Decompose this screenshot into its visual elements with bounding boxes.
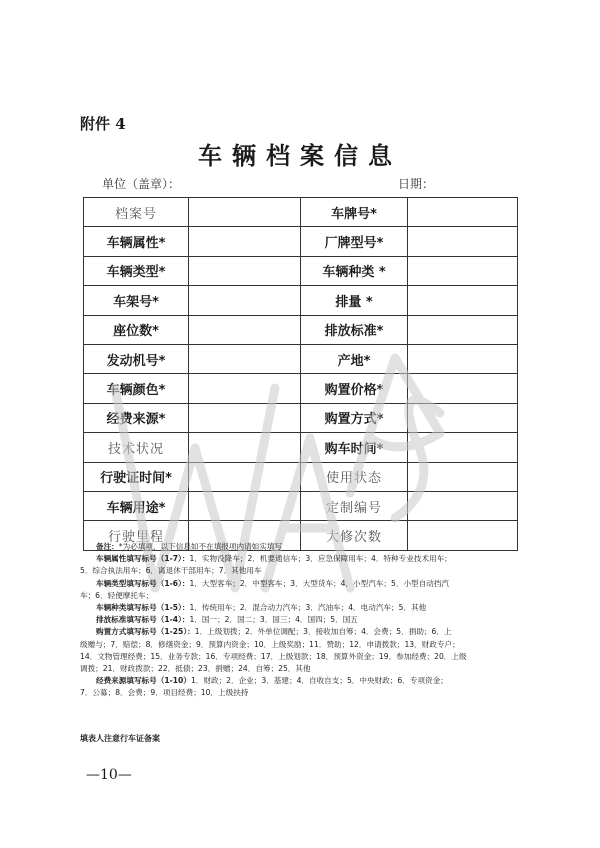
note-text: 1．传统用车；2．混合动力汽车；3．汽油车；4．电动汽车；5．其他 [189,603,427,613]
table-row [84,315,518,344]
note-line [80,578,520,590]
note-line [80,687,520,699]
field-value-cell[interactable] [189,344,301,373]
field-label: 排量 * [301,286,408,315]
field-label: 产地* [301,344,408,373]
table-row [84,374,518,403]
field-value-cell[interactable] [189,286,301,315]
field-label: 车辆用途* [84,491,189,520]
field-label: 行驶里程 [84,521,189,550]
field-label: 座位数* [84,315,189,344]
field-label: 车架号* [84,286,189,315]
note-heading: 备注： [96,542,119,551]
note-text: 1．国一；2．国二；3．国三；4．国四；5．国五 [189,615,358,625]
table-row [84,462,518,491]
note-line [80,590,520,602]
field-value-cell[interactable] [189,374,301,403]
field-value-cell[interactable] [408,286,518,315]
note-text: 1．上级划拨；2．外单位调配；3．接收加自筹；4．会费；5．捐助；6．上 [194,627,452,637]
note-text: 调拨；21．财政拨款；22．抵债；23．捐赠；24．自筹；25．其他 [80,664,311,674]
table-row [84,198,518,227]
note-line [80,675,520,687]
note-text: 7．公募；8．会费；9．项目经费；10．上级扶持 [80,688,249,698]
field-value-cell[interactable] [408,227,518,256]
table-row [84,256,518,285]
field-label: 车辆种类 * [301,256,408,285]
field-label: 车辆属性* [84,227,189,256]
note-heading: 车辆属性填写标号（1-7）： [96,554,190,564]
note-text: 级赠与；7．赔偿；8．修缮资金；9．预算内资金；10．上级奖励；11．赞助；12．申请拨款；13．财政专户； [80,639,460,649]
note-line [80,626,520,638]
note-line [80,639,520,651]
field-value-cell[interactable] [189,256,301,285]
table-row [84,491,518,520]
table-row [84,344,518,373]
date-label: 日期： [398,177,435,191]
note-heading: 排放标准填写标号（1-4）： [96,615,190,625]
field-value-cell[interactable] [189,198,301,227]
field-value-cell[interactable] [408,374,518,403]
field-value-cell[interactable] [408,403,518,432]
field-label: 定制编号 [301,491,408,520]
field-label: 购车时间* [301,433,408,462]
field-label: 档案号 [84,198,189,227]
field-value-cell[interactable] [189,462,301,491]
note-line [80,565,520,577]
field-value-cell[interactable] [408,462,518,491]
field-value-cell[interactable] [189,227,301,256]
note-text: 5．综合执法用车；6．离退休干部用车；7．其他用车 [80,566,262,576]
field-label: 行驶证时间* [84,462,189,491]
note-heading: 车辆种类填写标号（1-5）： [96,603,190,613]
field-value-cell[interactable] [408,491,518,520]
page-title: 车辆档案信息 [198,141,402,170]
table-row [84,286,518,315]
field-label: 车辆类型* [84,256,189,285]
field-label: 车辆颜色* [84,374,189,403]
note-line [80,553,520,565]
field-value-cell[interactable] [408,433,518,462]
note-text: 1．财政；2．企业；3．基建；4．自收自支；5．中央财政；6．专项资金； [190,676,448,686]
note-heading: 经费来源填写标号（1-10） [96,676,191,686]
archive-table [83,197,518,551]
note-line [80,614,520,626]
field-value-cell[interactable] [408,315,518,344]
field-label: 使用状态 [301,462,408,491]
field-label: 购置价格* [301,374,408,403]
unit-label: 单位（盖章）： [102,177,181,191]
field-label: 发动机号* [84,344,189,373]
note-heading: 购置方式填写标号（1-25）： [96,627,195,637]
field-value-cell[interactable] [189,403,301,432]
table-row [84,227,518,256]
page-number: —10— [86,767,132,783]
note-text: 14．文物管理经费；15．业务专款；16．专项经费；17．上级划款；18．预算外资金；19．参加经费；20．上级 [80,651,467,661]
field-label: 厂牌型号* [301,227,408,256]
note-text: 1．实物没降车；2．机要通信车；3．应急保障用车；4．特种专业技术用车； [189,554,452,564]
field-label: 排放标准* [301,315,408,344]
note-line [80,541,520,553]
table-row [84,403,518,432]
attachment-label: 附件 4 [80,115,126,133]
note-text: *为必填项，以下信息如不在填报项内请如实填写 [118,542,283,551]
field-label: 技术状况 [84,433,189,462]
notes-section [80,541,520,700]
field-value-cell[interactable] [189,315,301,344]
note-text: 1．大型客车；2．中型客车；3．大型货车；4．小型汽车；5．小型自动挡汽 [189,578,450,588]
footer-note: 填表人注意行车证备案 [80,734,160,743]
note-heading: 车辆类型填写标号（1-6）： [96,578,190,588]
field-label: 大修次数 [301,521,408,550]
field-label: 车牌号* [301,198,408,227]
note-text: 车；6．轻便摩托车； [80,590,154,600]
field-value-cell[interactable] [408,344,518,373]
field-value-cell[interactable] [189,491,301,520]
field-value-cell[interactable] [408,256,518,285]
table-row [84,433,518,462]
note-line [80,651,520,663]
note-line [80,663,520,675]
field-value-cell[interactable] [408,198,518,227]
field-label: 经费来源* [84,403,189,432]
field-label: 购置方式* [301,403,408,432]
field-value-cell[interactable] [189,433,301,462]
note-line [80,602,520,614]
